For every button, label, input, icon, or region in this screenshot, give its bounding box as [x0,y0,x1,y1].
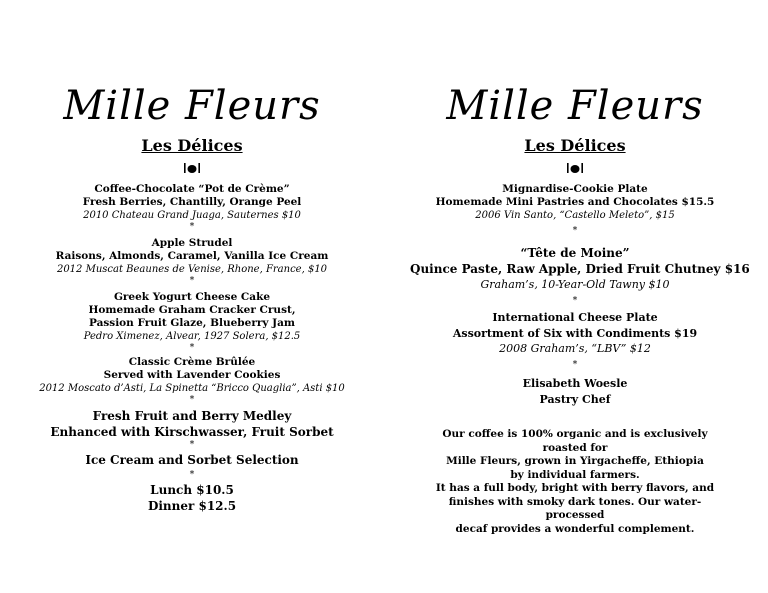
separator: * [572,296,578,306]
item-description: Quince Paste, Raw Apple, Dried Fruit Chutney $16 [410,262,750,276]
wine-pairing: 2008 Graham’s, “LBV” $12 [499,342,651,355]
separator: * [189,343,195,353]
wine-pairing: Graham’s, 10-Year-Old Tawny $10 [480,278,670,291]
separator: * [189,395,195,405]
separator: * [572,360,578,370]
menu-item [50,291,334,354]
item-name: Mignardise-Cookie Plate [502,183,648,195]
restaurant-logo: Mille Fleurs [446,83,704,129]
plate-icon [183,162,201,174]
coffee-note-line: by individual farmers. [510,468,640,481]
item-description: Fresh Berries, Chantilly, Orange Peel [82,196,302,208]
item-description: Homemade Mini Pastries and Chocolates $15.5 [435,196,715,208]
item-description: Assortment of Six with Condiments $19 [452,327,698,340]
item-name: Classic Crème Brûlée [128,356,256,368]
coffee-note-line: decaf provides a wonderful complement. [455,522,695,535]
separator: * [189,276,195,286]
menu-item [50,183,334,233]
wine-pairing: 2006 Vin Santo, “Castello Meleto”, $15 [475,210,675,221]
coffee-note-line: Our coffee is 100% organic and is exclusively roasted for [442,428,708,454]
lunch-price: Lunch $10.5 [150,483,234,497]
item-description: Homemade Graham Cracker Crust, [88,304,296,316]
left-menu-panel [39,0,345,593]
wine-pairing: 2010 Chateau Grand Juaga, Sauternes $10 [83,210,301,221]
item-description: Served with Lavender Cookies [103,369,281,381]
coffee-note-line: It has a full body, bright with berry flavors, and [435,482,715,494]
separator: * [189,222,195,232]
menu-item [50,408,334,451]
item-description: Raisons, Almonds, Caramel, Vanilla Ice Cream [55,250,329,262]
menu-heading: Les Délices [141,136,243,155]
chef-name: Elisabeth Woesle [522,377,628,390]
menu-item [430,183,720,237]
separator: * [572,226,578,236]
menu-item [50,237,334,287]
menu-item [430,310,720,371]
separator: * [189,440,195,450]
item-name: Greek Yogurt Cheese Cake [113,291,271,303]
right-menu-panel [410,0,750,593]
restaurant-logo: Mille Fleurs [63,83,321,129]
item-name: Apple Strudel [151,237,233,249]
chef-credit [430,376,720,408]
menu-heading: Les Délices [524,136,626,155]
wine-pairing: Pedro Ximenez, Alvear, 1927 Solera, $12.5 [83,331,301,342]
coffee-note [430,428,720,536]
price-block [50,482,334,514]
wine-pairing: 2012 Muscat Beaunes de Venise, Rhone, France, $10 [56,264,328,275]
menu-item [39,356,345,406]
wine-pairing: 2012 Moscato d’Asti, La Spinetta “Bricco Quaglia”, Asti $10 [39,383,345,394]
item-name: Coffee-Chocolate “Pot de Crème” [94,183,290,195]
item-name: “Tête de Moine” [520,246,630,260]
menu-item [50,452,334,481]
item-description: Passion Fruit Glaze, Blueberry Jam [88,317,296,329]
chef-title: Pastry Chef [539,393,611,406]
dinner-price: Dinner $12.5 [147,499,237,513]
item-name: Fresh Fruit and Berry Medley [92,409,292,423]
coffee-note-line: Mille Fleurs, grown in Yirgacheffe, Ethiopia [446,455,704,467]
separator: * [189,470,195,480]
item-description: Enhanced with Kirschwasser, Fruit Sorbet [50,425,334,439]
item-name: Ice Cream and Sorbet Selection [85,453,299,467]
plate-icon [566,162,584,174]
item-name: International Cheese Plate [492,311,658,324]
menu-item [410,245,750,307]
coffee-note-line: finishes with smoky dark tones. Our water-processed [448,495,702,521]
